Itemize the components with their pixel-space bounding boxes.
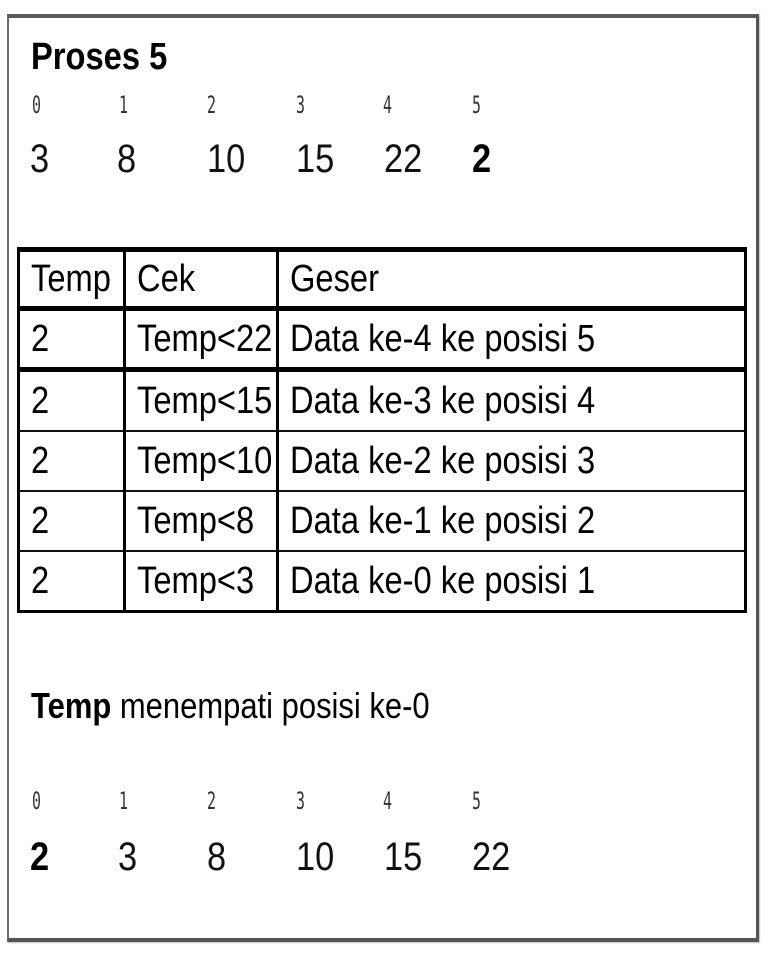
table-row [19, 309, 746, 370]
cell-cek: Temp<22 [125, 309, 278, 370]
array-index: 4 [383, 91, 392, 119]
array-value: 3 [30, 137, 50, 181]
cell-geser: Data ke-3 ke posisi 4 [278, 370, 746, 432]
array-index: 5 [472, 91, 481, 119]
array-index: 1 [119, 91, 128, 119]
after-index-row [0, 786, 700, 826]
array-value: 8 [117, 137, 137, 181]
cell-geser: Data ke-1 ke posisi 2 [278, 491, 746, 551]
cell-geser: Data ke-2 ke posisi 3 [278, 431, 746, 491]
array-value: 22 [384, 137, 423, 181]
cell-temp: 2 [19, 309, 125, 370]
after-value-row [0, 835, 700, 879]
before-index-row [0, 90, 700, 130]
table-row [19, 551, 746, 612]
array-value: 10 [296, 835, 335, 879]
table-row [19, 370, 746, 432]
result-subject: Temp [31, 685, 112, 726]
result-text: menempati posisi ke-0 [111, 685, 430, 726]
result-statement [31, 684, 495, 728]
array-value: 8 [207, 835, 227, 879]
array-value: 15 [296, 137, 335, 181]
array-value-highlighted: 2 [30, 835, 50, 879]
cell-cek: Temp<15 [125, 370, 278, 432]
array-value: 15 [384, 835, 423, 879]
array-value-highlighted: 2 [472, 137, 492, 181]
cell-temp: 2 [19, 551, 125, 612]
array-index: 1 [119, 787, 128, 815]
header-geser: Geser [278, 250, 746, 309]
table-row [19, 431, 746, 491]
array-index: 4 [383, 787, 392, 815]
array-index: 2 [207, 787, 216, 815]
array-index: 0 [32, 787, 41, 815]
header-temp: Temp [19, 250, 125, 309]
array-value: 10 [207, 137, 246, 181]
array-value: 22 [472, 835, 511, 879]
array-index: 0 [32, 91, 41, 119]
section-title: Proses 5 [31, 36, 168, 78]
cell-temp: 2 [19, 370, 125, 432]
cell-temp: 2 [19, 491, 125, 551]
array-index: 3 [296, 787, 305, 815]
cell-geser: Data ke-0 ke posisi 1 [278, 551, 746, 612]
array-value: 3 [118, 835, 138, 879]
table-header-row [19, 250, 746, 309]
cell-cek: Temp<3 [125, 551, 278, 612]
cell-temp: 2 [19, 431, 125, 491]
array-index: 2 [207, 91, 216, 119]
header-cek: Cek [125, 250, 278, 309]
array-index: 3 [296, 91, 305, 119]
before-value-row [0, 137, 700, 181]
table-row [19, 491, 746, 551]
cell-cek: Temp<10 [125, 431, 278, 491]
shift-steps-table [17, 247, 747, 613]
cell-cek: Temp<8 [125, 491, 278, 551]
cell-geser: Data ke-4 ke posisi 5 [278, 309, 746, 370]
array-index: 5 [472, 787, 481, 815]
